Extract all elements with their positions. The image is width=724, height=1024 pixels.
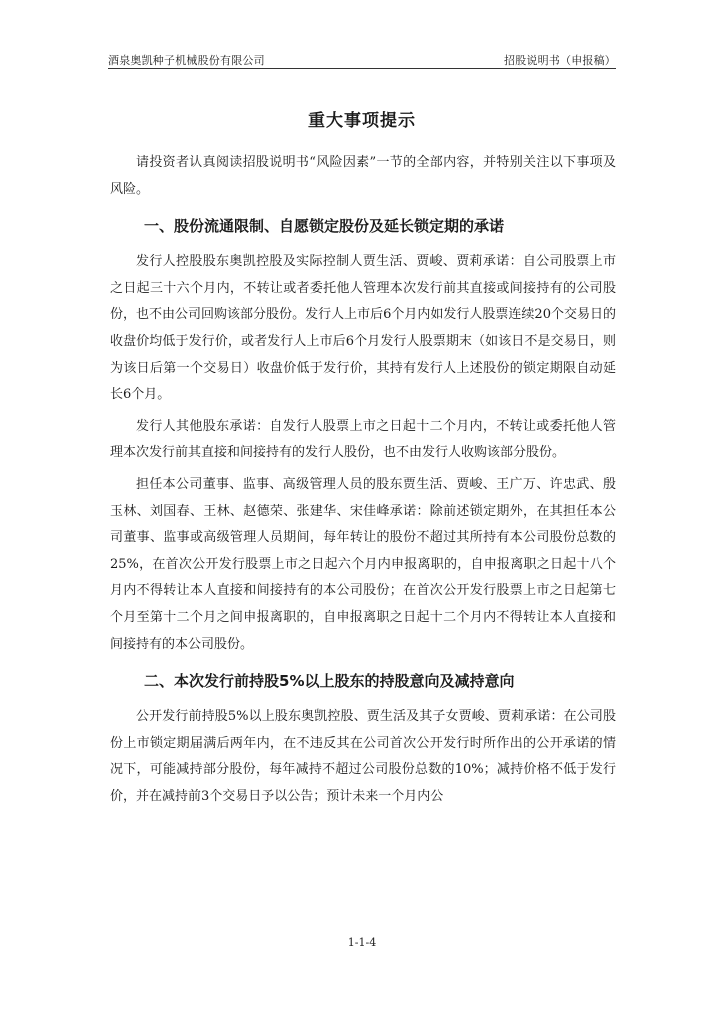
section-2-heading: 二、本次发行前持股5%以上股东的持股意向及减持意向 (144, 672, 515, 691)
document-body (110, 150, 616, 815)
page-header (108, 50, 616, 68)
intro-paragraph: 请投资者认真阅读招股说明书“风险因素”一节的全部内容，并特别关注以下事项及风险。 (110, 155, 616, 197)
page-title: 重大事项提示 (308, 111, 416, 131)
page-number: 1-1-4 (347, 936, 377, 949)
section-1-paragraph-1: 发行人控股股东奥凯控股及实际控制人贾生活、贾峻、贾莉承诺：自公司股票上市之日起三十六个月内，不转让或者委托他人管理本次发行前其直接或间接持有的公司股份，也不由公司回购该部分股份。发行人上市后6个月内如发行人股票连续20个交易日的收盘价均低于发行价，或者发行人上市后6个月发行人股票期末（如该日不是交易日，则为该日后第一个交易日）收盘价低于发行价，其持有发行人上述股份的锁定期限自动延长6个月。 (110, 254, 616, 403)
header-document-type: 招股说明书（申报稿） (504, 54, 616, 67)
section-1-heading: 一、股份流通限制、自愿锁定股份及延长锁定期的承诺 (144, 217, 505, 236)
section-1-paragraph-2: 发行人其他股东承诺：自发行人股票上市之日起十二个月内，不转让或委托他人管理本次发行前其直接和间接持有的发行人股份，也不由发行人收购该部分股份。 (110, 418, 616, 461)
header-divider (108, 68, 616, 69)
section-2-paragraph-1: 公开发行前持股5%以上股东奥凯控股、贾生活及其子女贾峻、贾莉承诺：在公司股份上市锁定期届满后两年内，在不违反其在公司首次公开发行时所作出的公开承诺的情况下，可能减持部分股份，每年减持不超过公司股份总数的10%；减持价格不低于发行价，并在减持前3个交易日予以公告；预计未来一个月内公 (110, 709, 616, 804)
section-1-paragraph-3: 担任本公司董事、监事、高级管理人员的股东贾生活、贾峻、王广万、许忠武、殷玉林、刘国春、王林、赵德荣、张建华、宋佳峰承诺：除前述锁定期外，在其担任本公司董事、监事或高级管理人员期间，每年转让的股份不超过其所持有本公司股份总数的25%，在首次公开发行股票上市之日起六个月内申报离职的，自申报离职之日起十八个月内不得转让本人直接和间接持有的本公司股份；在首次公开发行股票上市之日起第七个月至第十二个月之间申报离职的，自申报离职之日起十二个月内不得转让本人直接和间接持有的本公司股份。 (110, 476, 616, 652)
header-company-name: 酒泉奥凯种子机械股份有限公司 (108, 54, 265, 67)
